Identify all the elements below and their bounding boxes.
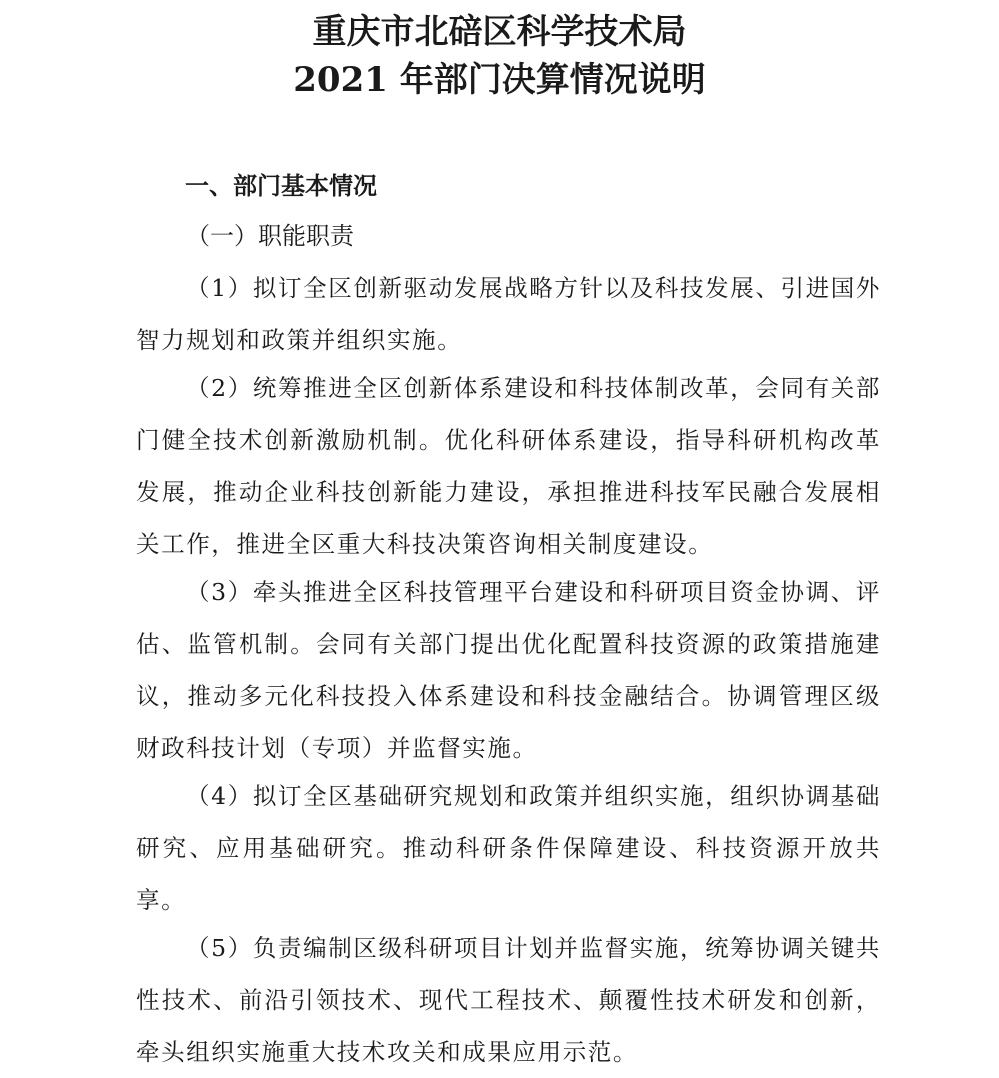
paragraph-2: （2）统筹推进全区创新体系建设和科技体制改革，会同有关部门健全技术创新激励机制。优化科研体系建设，指导科研机构改革发展，推动企业科技创新能力建设，承担推进科技军民融合发展相关工作，推进全区重大科技决策咨询相关制度建设。 bbox=[136, 374, 881, 558]
paragraph-1: （1）拟订全区创新驱动发展战略方针以及科技发展、引进国外智力规划和政策并组织实施。 bbox=[136, 274, 881, 354]
document-title-line-2: 2021 年部门决算情况说明 bbox=[293, 60, 706, 100]
paragraph-3: （3）牵头推进全区科技管理平台建设和科研项目资金协调、评估、监管机制。会同有关部门提出优化配置科技资源的政策措施建议，推动多元化科技投入体系建设和科技金融结合。协调管理区级财政科技计划（专项）并监督实施。 bbox=[136, 578, 881, 762]
section-heading: 一、部门基本情况 bbox=[185, 172, 377, 200]
subsection-heading: （一）职能职责 bbox=[186, 222, 354, 250]
paragraph-5: （5）负责编制区级科研项目计划并监督实施，统筹协调关键共性技术、前沿引领技术、现代工程技术、颠覆性技术研发和创新，牵头组织实施重大技术攻关和成果应用示范。 bbox=[136, 934, 881, 1066]
paragraph-4: （4）拟订全区基础研究规划和政策并组织实施，组织协调基础研究、应用基础研究。推动科研条件保障建设、科技资源开放共享。 bbox=[136, 782, 881, 914]
document-title-line-1: 重庆市北碚区科学技术局 bbox=[312, 12, 687, 52]
